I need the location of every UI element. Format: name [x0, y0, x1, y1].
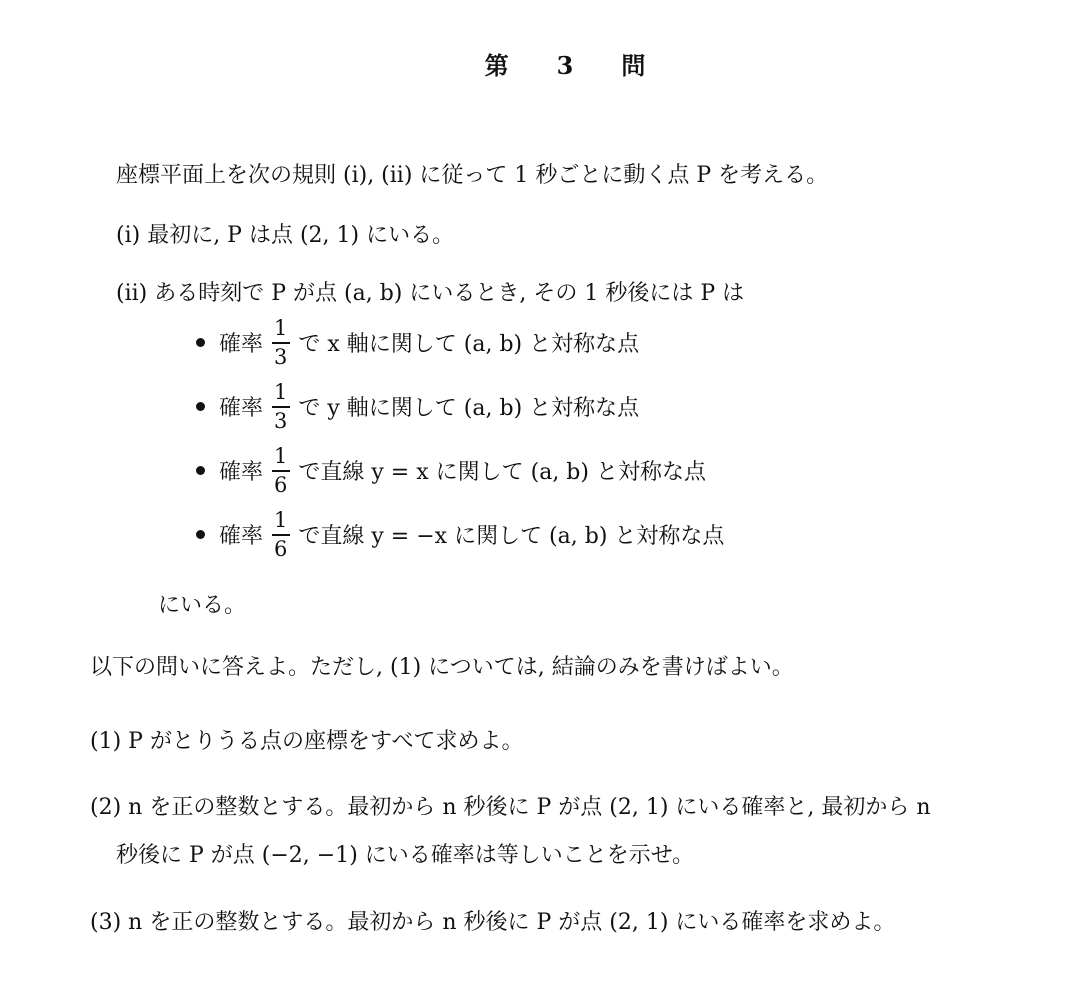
bullet-icon — [196, 338, 205, 347]
fraction-numerator: 1 — [274, 444, 288, 468]
bullet-item-2 — [196, 382, 639, 432]
question-2-line-1: (2) n を正の整数とする。最初から n 秒後に P が点 (2, 1) にいる確率と, 最初から n — [90, 795, 931, 820]
fraction-denominator: 3 — [274, 344, 288, 369]
instruction-text: 以下の問いに答えよ。ただし, (1) については, 結論のみを書けばよい。 — [90, 655, 794, 680]
bullet-item-3 — [196, 446, 706, 496]
probability-fraction — [271, 318, 290, 368]
bullet-icon — [196, 402, 205, 411]
bullet-text: で x 軸に関して (a, b) と対称な点 — [298, 332, 640, 358]
fraction-numerator: 1 — [274, 316, 288, 340]
title-mon: 問 — [621, 51, 646, 80]
fraction-denominator: 6 — [274, 472, 288, 497]
probability-fraction — [271, 510, 290, 560]
fraction-numerator: 1 — [274, 508, 288, 532]
bullet-prefix: 確率 — [219, 524, 264, 550]
bullet-icon — [196, 530, 205, 539]
bullet-text: で y 軸に関して (a, b) と対称な点 — [298, 396, 640, 422]
fraction-denominator: 3 — [274, 408, 288, 433]
bullet-item-1 — [196, 318, 639, 368]
probability-fraction — [271, 382, 290, 432]
bullet-item-4 — [196, 510, 724, 560]
rule-ii: (ii) ある時刻で P が点 (a, b) にいるとき, その 1 秒後には P は — [116, 281, 745, 306]
rule-i: (i) 最初に, P は点 (2, 1) にいる。 — [116, 223, 455, 248]
fraction-numerator: 1 — [274, 380, 288, 404]
bullet-prefix: 確率 — [219, 460, 264, 486]
question-3: (3) n を正の整数とする。最初から n 秒後に P が点 (2, 1) にいる確率を求めよ。 — [90, 910, 896, 935]
bullet-text: で直線 y = −x に関して (a, b) と対称な点 — [298, 524, 725, 550]
bullet-prefix: 確率 — [219, 396, 264, 422]
problem-title — [0, 46, 1089, 81]
intro-text: 座標平面上を次の規則 (i), (ii) に従って 1 秒ごとに動く点 P を考える。 — [116, 163, 829, 188]
bullet-icon — [196, 466, 205, 475]
question-2-line-2: 秒後に P が点 (−2, −1) にいる確率は等しいことを示せ。 — [116, 843, 695, 868]
title-dai: 第 — [484, 51, 509, 80]
bullet-text: で直線 y = x に関して (a, b) と対称な点 — [298, 460, 706, 486]
probability-fraction — [271, 446, 290, 496]
bullet-prefix: 確率 — [219, 332, 264, 358]
title-number: 3 — [556, 51, 574, 80]
fraction-denominator: 6 — [274, 536, 288, 561]
iru-text: にいる。 — [158, 593, 247, 618]
question-1: (1) P がとりうる点の座標をすべて求めよ。 — [90, 729, 524, 754]
